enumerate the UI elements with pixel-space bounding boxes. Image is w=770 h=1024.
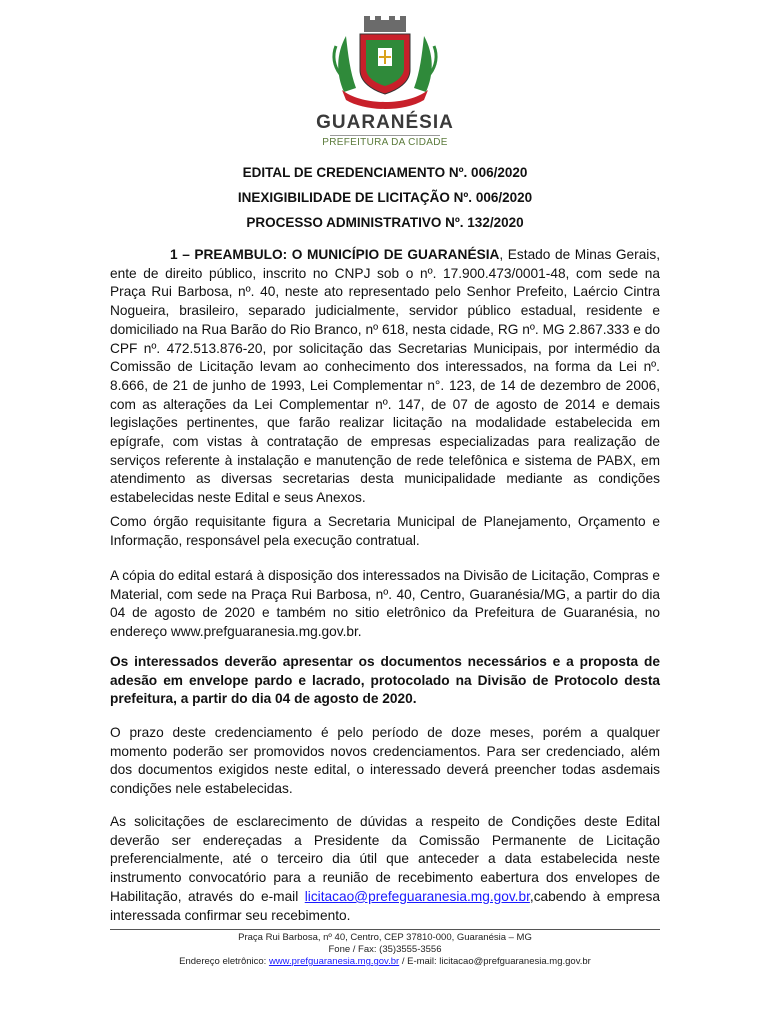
paragraph-orgao-requisitante: Como órgão requisitante figura a Secretaria Municipal de Planejamento, Orçamento e Informação, responsável pela execução contratual. [110, 514, 660, 548]
footer-divider [110, 929, 660, 930]
paragraph-documentos: Os interessados deverão apresentar os documentos necessários e a proposta de adesão em envelope pardo e lacrado, protocolado na Divisão de Protocolo desta prefeitura, a partir do dia 04 de agosto de 2020. [110, 654, 660, 707]
paragraph-preambulo [110, 246, 660, 508]
document-titles [110, 160, 660, 235]
page-footer [100, 932, 670, 968]
brand-subtitle: PREFEITURA DA CIDADE [322, 137, 448, 148]
preambulo-lead: 1 – PREAMBULO: O MUNICÍPIO DE GUARANÉSIA [170, 247, 500, 262]
esclarecimentos-text-end: ,cabendo à empresa interessada confirmar seu recebimento. [110, 888, 661, 923]
city-coat-of-arms-logo [326, 14, 444, 110]
footer-address: Praça Rui Barbosa, nº 40, Centro, CEP 37810-000, Guaranésia – MG [238, 932, 532, 943]
footer-site-label: Endereço eletrônico: [179, 956, 269, 967]
letterhead [300, 14, 470, 148]
brand-divider [330, 135, 440, 136]
footer-contact [100, 956, 670, 968]
title-processo: PROCESSO ADMINISTRATIVO Nº. 132/2020 [246, 215, 524, 230]
esclarecimentos-text: As solicitações de esclarecimento de dúvidas a respeito de Condições deste Edital deverão ser endereçadas a Presidente da Comissão Permanente de Licitação preferencialmente, até o terceiro dia útil que anteceder a data estabelecida neste instrumento convocatório para a reunião de recebimento eabertura dos envelopes de Habilitação, através do e-mail [110, 814, 660, 904]
paragraph-copia-edital: A cópia do edital estará à disposição dos interessados na Divisão de Licitação, Compras e Material, com sede na Praça Rui Barbosa, nº. 40, Centro, Guaranésia/MG, a partir do dia 04 de agosto de 2020 e também no sitio eletrônico da Prefeitura de Guaranésia, no endereço www.prefguaranesia.mg.gov.br. [110, 568, 660, 640]
title-edital: EDITAL DE CREDENCIAMENTO Nº. 006/2020 [242, 165, 528, 180]
footer-email: / E-mail: licitacao@prefguaranesia.mg.gov.br [399, 956, 591, 967]
brand-name: GUARANÉSIA [316, 112, 454, 133]
title-inexigibilidade: INEXIGIBILIDADE DE LICITAÇÃO Nº. 006/2020 [237, 190, 533, 205]
footer-website-link[interactable]: www.prefguaranesia.mg.gov.br [268, 956, 400, 967]
preambulo-text: , Estado de Minas Gerais, ente de direito público, inscrito no CNPJ sob o nº. 17.900.473/0001-48, com sede na Praça Rui Barbosa, nº. 40, neste ato representado pelo Senhor Prefeito, Laércio Cintra Nogueira, brasileiro, separado judicialmente, servidor público estadual, residente e domiciliado na Rua Barão do Rio Branco, nº 618, nesta cidade, RG nº. MG 2.867.333 e do CPF nº. 472.513.876-20, por solicitação das Secretarias Municipais, por intermédio da Comissão de Licitação levam ao conhecimento dos interessados, na forma da Lei nº. 8.666, de 21 de junho de 1993, Lei Complementar n°. 123, de 14 de dezembro de 2006, com as alterações da Lei Complementar nº. 147, de 07 de agosto de 2014 e demais legislações pertinentes, que farão realizar licitação na modalidade estabelecida em epígrafe, com vistas à contratação de empresas especializadas para realização de serviços referente à instalação e manutenção de rede telefônica e sistema de PABX, em atendimento as diversas secretarias desta municipalidade mediante as condições estabelecidas neste Edital e seus Anexos. [110, 247, 660, 506]
paragraph-esclarecimentos [110, 813, 660, 925]
footer-phone: Fone / Fax: (35)3555-3556 [328, 944, 442, 955]
paragraph-prazo: O prazo deste credenciamento é pelo período de doze meses, porém a qualquer momento poderão ser promovidos novos credenciamentos. Para ser credenciado, além dos documentos exigidos neste edital, o interessado deverá preencher todas asdemais condições nele estabelecidas. [110, 725, 660, 797]
email-link[interactable]: licitacao@prefeguaranesia.mg.gov.br [304, 888, 530, 904]
